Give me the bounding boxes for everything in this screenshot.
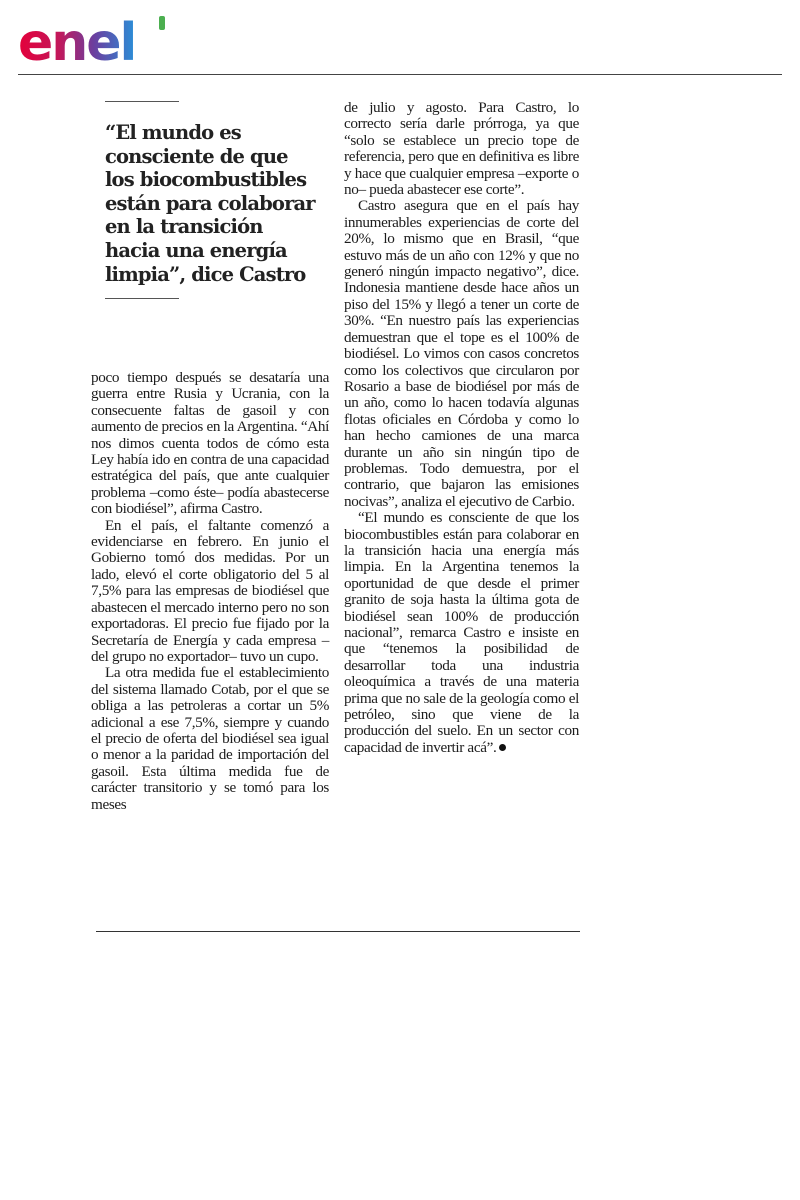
paragraph: poco tiempo después se desataría una guerra entre Rusia y Ucrania, con la consecuente faltas de gasoil y con aumento de precios en la Argentina. “Ahí nos dimos cuenta todos de cómo esta Ley había ido en contra de una capacidad estratégica del país, que ante cualquier problema –como éste– podía abastecerse con biodiésel”, afirma Castro. xyxy=(91,369,329,518)
article-bottom-divider xyxy=(96,931,580,932)
article-column-right xyxy=(344,100,579,756)
paragraph: Castro asegura que en el país hay innumerables experiencias de corte del 20%, lo mismo que en Brasil, “que estuvo más de un año con 12% y que no generó ningún impacto negativo”, dice. Indonesia mantiene desde hace años un piso del 15% y llegó a tener un corte de 30%. “En nuestro país las experiencias demuestran que el tope es el 100% de biodiésel. Lo vimos con casos concretos como los colectivos que circularon por Rosario a base de biodiésel por más de un año, como lo hacen todavía algunas flotas oficiales en Córdoba y como lo han hecho camiones de una marca durante un año sin ningún tipo de problemas. Todo demuestra, por el contrario, que bajaron las emisiones nocivas”, analiza el ejecutivo de Carbio. xyxy=(344,197,579,510)
paragraph-final xyxy=(344,510,579,756)
pull-quote-text: “El mundo es consciente de que los biocombustibles están para colaborar en la transición hacia una energía limpia”, dice Castro xyxy=(105,121,315,286)
svg-text:enel: enel xyxy=(18,13,136,68)
pull-quote-rule-top xyxy=(105,101,179,102)
pull-quote-rule-bottom xyxy=(105,298,179,299)
article-column-left xyxy=(91,370,329,813)
paragraph: La otra medida fue el establecimiento del sistema llamado Cotab, por el que se obliga a las petroleras a cortar un 5% adicional a ese 7,5%, siempre y cuando el precio de oferta del biodiésel sea igual o menor a la paridad de importación del gasoil. Esta última medida fue de carácter transitorio y se tomó para los meses xyxy=(91,664,329,813)
end-of-article-dot xyxy=(499,744,506,751)
paragraph-text: “El mundo es consciente de que los biocombustibles están para colaborar en la transición hacia una energía más limpia. En la Argentina tenemos la oportunidad de que desde el primer granito de soja hasta la última gota de biodiésel sean 100% de producción nacional”, remarca Castro e insiste en que “tenemos la posibilidad de desarrollar toda una industria oleoquímica a través de una materia prima que no sale de la geología como el petróleo, sino que viene de la producción del suelo. En un sector con capacidad de invertir acá”. xyxy=(344,509,579,756)
pull-quote xyxy=(105,101,315,299)
enel-logo xyxy=(18,10,178,68)
paragraph: de julio y agosto. Para Castro, lo correcto sería darle prórroga, ya que “solo se establece un precio tope de referencia, pero que en definitiva es libre y hace que cualquier empresa –exporte o no– pueda abastecer ese corte”. xyxy=(344,99,579,199)
logo-accent xyxy=(159,16,165,30)
header-divider xyxy=(18,74,782,75)
paragraph: En el país, el faltante comenzó a evidenciarse en febrero. En junio el Gobierno tomó dos medidas. Por un lado, elevó el corte obligatorio del 5 al 7,5% para las empresas de biodiésel que abastecen el mercado interno pero no son exportadoras. El precio fue fijado por la Secretaría de Energía y cada empresa –del grupo no exportador– tuvo un cupo. xyxy=(91,516,329,665)
